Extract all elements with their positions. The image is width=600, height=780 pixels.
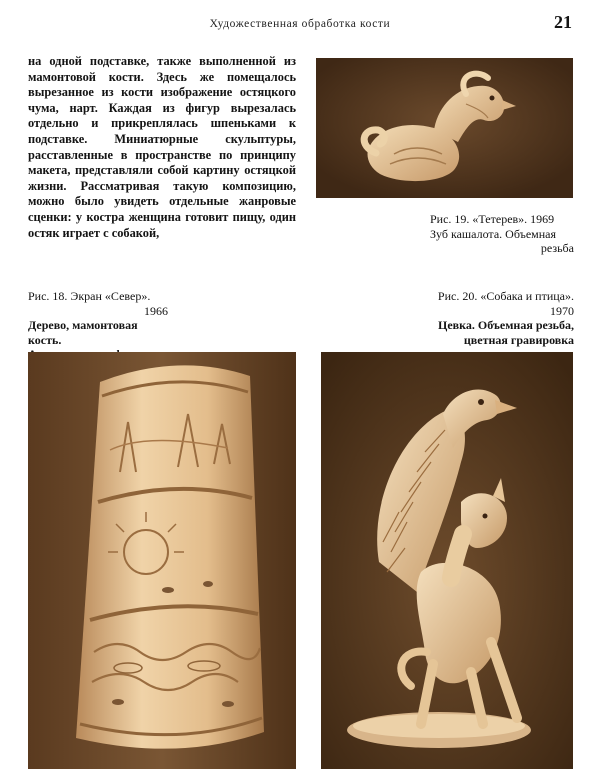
figure-18-material: Дерево, мамонтовая кость.	[28, 318, 138, 347]
figure-19-title: Рис. 19. «Тетерев». 1969	[430, 212, 555, 226]
figure-18-year: 1966	[144, 303, 168, 318]
figure-20-caption	[420, 289, 574, 347]
figure-19-material: Зуб кашалота. Объемная	[430, 226, 557, 241]
dog-and-bird-carving-image	[321, 352, 573, 769]
grouse-carving-image	[316, 58, 573, 198]
figure-18-title: Рис. 18. Экран «Север».	[28, 289, 151, 303]
figure-19-grouse-photo	[316, 58, 573, 198]
figure-20-material: Цевка. Объемная резьба,	[438, 318, 574, 333]
figure-20-dog-and-bird-photo	[321, 352, 573, 769]
figure-20-technique: цветная гравировка	[463, 332, 574, 347]
figure-20-title: Рис. 20. «Собака и птица».	[437, 289, 574, 303]
figure-19-technique: резьба	[540, 241, 574, 256]
figure-20-year: 1970	[550, 303, 574, 318]
north-screen-carving-image	[28, 352, 296, 769]
figure-19-caption	[430, 212, 574, 256]
running-head: Художественная обработка кости	[209, 18, 391, 30]
body-paragraph: на одной подставке, также выполненной из мамонтовой кости. Здесь же помещалось вырезанное из кости изображение остяцкого чума, нарт. Каждая из фигур вырезалась отдельно и прикреплялась шпеньками к подставке. Миниатюрные скульптуры, расставленные в пространстве по принципу макета, представляли собой картину остяцкой жизни. Рассматривая такую композицию, можно было увидеть отдельные жанровые сценки: у костра женщина готовит пищу, один остяк играет с собакой,	[28, 54, 296, 240]
figure-18-screen-photo	[28, 352, 296, 769]
page-number: 21	[554, 12, 572, 32]
